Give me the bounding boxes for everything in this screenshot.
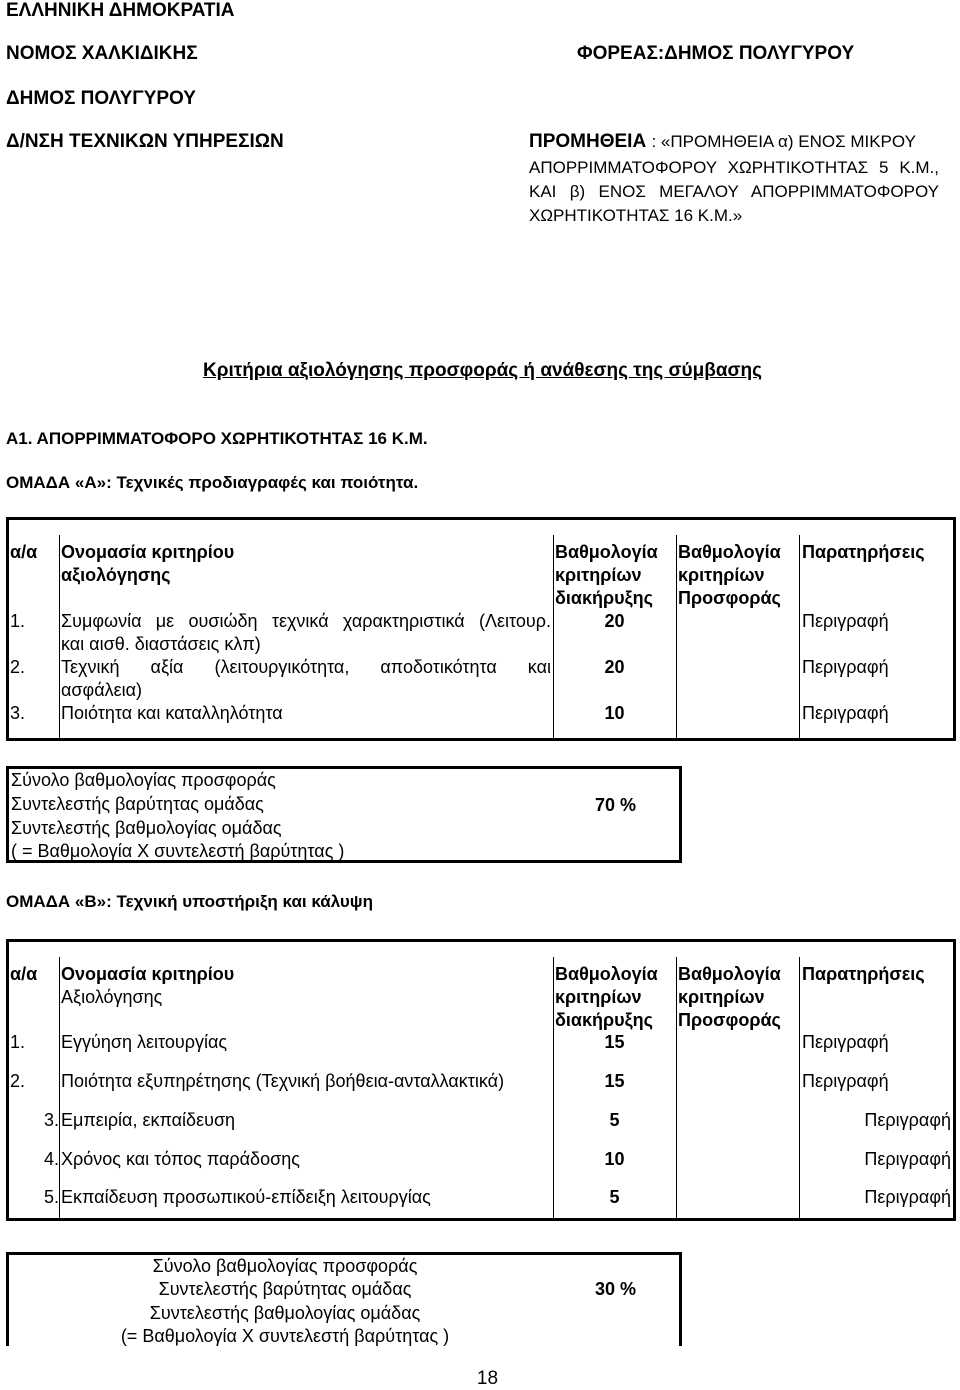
page-number: 18 bbox=[476, 1368, 499, 1389]
summary-b-border-right bbox=[679, 1252, 682, 1346]
table-a-row-criterion: Ποιότητα και καταλληλότητα bbox=[61, 703, 283, 723]
table-b-col-divider bbox=[59, 957, 60, 1221]
table-a-border-top bbox=[6, 517, 956, 520]
section-a1-title: Α1. ΑΠΟΡΡΙΜΜΑΤΟΦΟΡΟ ΧΩΡΗΤΙΚΟΤΗΤΑΣ 16 Κ.Μ. bbox=[6, 429, 428, 448]
table-b-row-num: 1. bbox=[10, 1032, 26, 1052]
header-body: ΦΟΡΕΑΣ:ΔΗΜΟΣ ΠΟΛΥΓΥΡΟΥ bbox=[577, 43, 855, 64]
header-prefecture: ΝΟΜΟΣ ΧΑΛΚΙΔΙΚΗΣ bbox=[6, 43, 198, 64]
table-b-row-score: 15 bbox=[604, 1071, 625, 1091]
procurement-line-2: ΑΠΟΡΡΙΜΜΑΤΟΦΟΡΟΥ ΧΩΡΗΤΙΚΟΤΗΤΑΣ 5 Κ.Μ., bbox=[529, 158, 939, 177]
table-a-header-offer-score: Βαθμολογία κριτηρίων Προσφοράς bbox=[678, 542, 781, 608]
table-b-row-criterion: Εκπαίδευση προσωπικού-επίδειξη λειτουργίας bbox=[61, 1187, 431, 1207]
header-country: ΕΛΛΗΝΙΚΗ ΔΗΜΟΚΡΑΤΙΑ bbox=[6, 0, 235, 21]
summary-b-total-label: Σύνολο βαθμολογίας προσφοράς bbox=[152, 1256, 418, 1276]
table-b-col-divider bbox=[676, 957, 677, 1221]
table-b-row-criterion: Ποιότητα εξυπηρέτησης (Τεχνική βοήθεια-ανταλλακτικά) bbox=[61, 1071, 505, 1091]
table-b-row-num: 4. bbox=[43, 1149, 59, 1169]
table-b-row-num: 3. bbox=[43, 1110, 59, 1130]
summary-a-border-left bbox=[6, 766, 9, 863]
summary-a-total-label: Σύνολο βαθμολογίας προσφοράς bbox=[11, 770, 276, 790]
table-a-row-criterion: Τεχνική αξία (λειτουργικότητα, αποδοτικότητα και bbox=[61, 657, 551, 677]
summary-b-formula: (= Βαθμολογία Χ συντελεστή βαρύτητας ) bbox=[120, 1326, 450, 1346]
procurement-line-3: ΚΑΙ β) ΕΝΟΣ ΜΕΓΑΛΟΥ ΑΠΟΡΡΙΜΜΑΤΟΦΟΡΟΥ bbox=[529, 182, 939, 201]
table-b-header-notes: Παρατηρήσεις bbox=[802, 964, 925, 984]
table-b-header-offer-score: Βαθμολογία κριτηρίων Προσφοράς bbox=[678, 964, 781, 1030]
table-b-row-criterion: Εγγύηση λειτουργίας bbox=[61, 1032, 228, 1052]
table-a-row-note: Περιγραφή bbox=[802, 703, 889, 723]
table-b-col-divider bbox=[799, 957, 800, 1221]
table-b-row-note: Περιγραφή bbox=[864, 1187, 951, 1207]
table-a-header-aa: α/α bbox=[10, 542, 38, 562]
table-a-row-criterion-cont: ασφάλεια) bbox=[61, 680, 143, 700]
table-b-border-bottom bbox=[6, 1218, 956, 1221]
table-b-row-criterion: Εμπειρία, εκπαίδευση bbox=[61, 1110, 236, 1130]
table-b-row-num: 5. bbox=[43, 1187, 59, 1207]
table-b-row-criterion: Χρόνος και τόπος παράδοσης bbox=[61, 1149, 300, 1169]
table-a-border-right bbox=[953, 517, 956, 741]
table-a-row-note: Περιγραφή bbox=[802, 611, 889, 631]
table-a-col-divider bbox=[676, 535, 677, 741]
table-b-row-note: Περιγραφή bbox=[864, 1149, 951, 1169]
table-b-row-note: Περιγραφή bbox=[802, 1071, 889, 1091]
table-a-row-num: 3. bbox=[10, 703, 26, 723]
summary-a-weight-value: 70 % bbox=[595, 795, 637, 815]
table-a-border-left bbox=[6, 517, 9, 741]
summary-a-formula: ( = Βαθμολογία Χ συντελεστή βαρύτητας ) bbox=[11, 841, 345, 861]
summary-b-weight-value: 30 % bbox=[595, 1279, 637, 1299]
table-b-row-score: 10 bbox=[604, 1149, 625, 1169]
table-a-row-score: 20 bbox=[604, 657, 625, 677]
table-a-row-num: 2. bbox=[10, 657, 26, 677]
table-a-row-criterion: Συμφωνία με ουσιώδη τεχνικά χαρακτηριστικά (Λειτουρ. bbox=[61, 611, 551, 631]
procurement-label: ΠΡΟΜΗΘΕΙΑ bbox=[529, 131, 647, 152]
table-b-row-score: 15 bbox=[604, 1032, 625, 1052]
main-title: Κριτήρια αξιολόγησης προσφοράς ή ανάθεσης της σύμβασης bbox=[203, 360, 762, 381]
table-b-row-score: 5 bbox=[609, 1187, 620, 1207]
group-a-title: ΟΜΑΔΑ «Α»: Τεχνικές προδιαγραφές και ποιότητα. bbox=[6, 473, 419, 492]
summary-a-border-right bbox=[679, 766, 682, 863]
table-b-border-left bbox=[6, 939, 9, 1221]
summary-a-score-label: Συντελεστής βαθμολογίας ομάδας bbox=[11, 818, 282, 838]
table-b-border-right bbox=[953, 939, 956, 1221]
table-b-header-bid-score: Βαθμολογία κριτηρίων διακήρυξης bbox=[555, 964, 658, 1030]
header-directorate: Δ/ΝΣΗ ΤΕΧΝΙΚΩΝ ΥΠΗΡΕΣΙΩΝ bbox=[6, 131, 284, 152]
table-a-header-bid-score: Βαθμολογία κριτηρίων διακήρυξης bbox=[555, 542, 658, 608]
table-a-col-divider bbox=[59, 535, 60, 741]
table-a-row-criterion-cont: και αισθ. διαστάσεις κλπ) bbox=[61, 634, 261, 654]
table-a-border-bottom bbox=[6, 738, 956, 741]
table-a-row-score: 20 bbox=[604, 611, 625, 631]
table-b-header-name: Ονομασία κριτηρίου Αξιολόγησης bbox=[61, 964, 235, 1007]
summary-b-score-label: Συντελεστής βαθμολογίας ομάδας bbox=[149, 1303, 421, 1323]
table-b-row-num: 2. bbox=[10, 1071, 26, 1091]
group-b-title: ΟΜΑΔΑ «Β»: Τεχνική υποστήριξη και κάλυψη bbox=[6, 892, 373, 911]
table-a-row-score: 10 bbox=[604, 703, 625, 723]
table-b-row-score: 5 bbox=[609, 1110, 620, 1130]
table-a-col-divider bbox=[799, 535, 800, 741]
table-a-header-name: Ονομασία κριτηρίου αξιολόγησης bbox=[61, 542, 235, 585]
summary-b-weight-label: Συντελεστής βαρύτητας ομάδας bbox=[158, 1279, 412, 1299]
table-b-row-note: Περιγραφή bbox=[802, 1032, 889, 1052]
procurement-line-4: ΧΩΡΗΤΙΚΟΤΗΤΑΣ 16 Κ.Μ.» bbox=[529, 206, 743, 225]
procurement-line-1: ΠΡΟΜΗΘΕΙΑ : «ΠΡΟΜΗΘΕΙΑ α) ΕΝΟΣ ΜΙΚΡΟΥ bbox=[529, 131, 916, 152]
table-a-row-note: Περιγραφή bbox=[802, 657, 889, 677]
table-b-row-note: Περιγραφή bbox=[864, 1110, 951, 1130]
table-b-header-aa: α/α bbox=[10, 964, 38, 984]
table-a-row-num: 1. bbox=[10, 611, 26, 631]
header-municipality: ΔΗΜΟΣ ΠΟΛΥΓΥΡΟΥ bbox=[6, 88, 196, 109]
table-b-border-top bbox=[6, 939, 956, 942]
summary-a-weight-label: Συντελεστής βαρύτητας ομάδας bbox=[11, 794, 264, 814]
table-a-header-notes: Παρατηρήσεις bbox=[802, 542, 925, 562]
